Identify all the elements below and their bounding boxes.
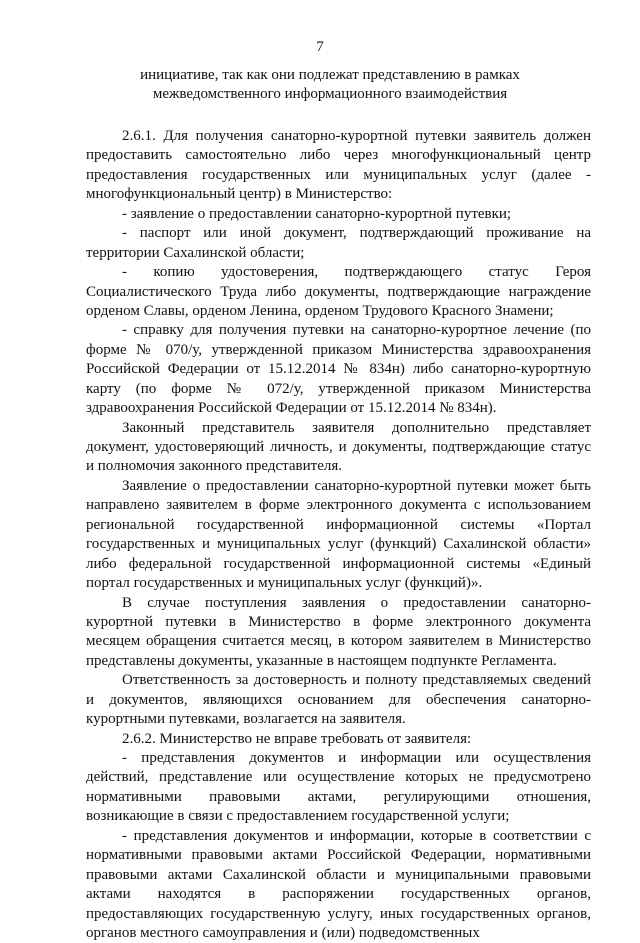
text-line: - паспорт или иной документ, подтверждающий проживание на — [122, 225, 591, 242]
text-line: нормативными правовыми актами Российской Федерации, нормативными — [86, 847, 591, 864]
text-line: государственных и муниципальных услуг (функций) Сахалинской области» — [86, 536, 591, 553]
paragraph-legal-representative — [86, 419, 591, 477]
text-line: предоставляющих государственную услугу, иных государственных органов, — [86, 905, 591, 922]
text-line: 2.6.2. Министерство не вправе требовать от заявителя: — [122, 730, 472, 747]
text-line: представлены документы, указанные в настоящем подпункте Регламента. — [86, 652, 557, 669]
text-line: Законный представитель заявителя дополнительно представляет — [122, 419, 591, 436]
text-line: предоставить самостоятельно либо через многофункциональный центр — [86, 147, 591, 164]
paragraph-section-2-6-1 — [86, 127, 591, 205]
text-line: документ, удостоверяющий личность, и документы, подтверждающие статус — [86, 439, 591, 455]
heading-line: инициативе, так как они подлежат представлению в рамках — [140, 67, 520, 83]
paragraph-item-passport — [86, 224, 591, 263]
paragraph-item-not-required-actions — [86, 749, 591, 827]
text-line: актами находятся в распоряжении государственных органов, — [86, 886, 591, 903]
paragraph-item-documents-held-by-authorities — [86, 827, 591, 943]
text-line: 2.6.1. Для получения санаторно-курортной путевки заявитель должен — [122, 128, 591, 144]
text-line: действий, представление или осуществление которых не предусмотрено — [86, 769, 591, 786]
text-line: - копию удостоверения, подтверждающего статус Героя — [122, 264, 591, 281]
text-line: органов местного самоуправления и (или) подведомственных — [86, 924, 480, 941]
paragraph-item-application — [86, 205, 591, 224]
text-line: - справку для получения путевки на санаторно-курортное лечение (по — [122, 322, 591, 339]
text-line: предоставления государственных или муниципальных услуг (далее - — [86, 166, 591, 183]
text-line: - представления документов и информации или осуществления — [122, 750, 591, 766]
text-line: месяцем обращения считается месяц, в котором заявителем в Министерство — [86, 633, 591, 650]
paragraph-application-month — [86, 594, 591, 672]
text-line: нормативными правовыми актами, регулирующими отношения, — [86, 788, 591, 805]
text-line: многофункциональный центр) в Министерство: — [86, 186, 393, 203]
text-line: правовыми актами Сахалинской области и муниципальными правовыми — [86, 866, 591, 883]
paragraph-item-hero-certificate — [86, 263, 591, 321]
text-line: направлено заявителем в форме электронного документа с использованием — [86, 497, 591, 514]
text-line: Российской Федерации от 15.12.2014 № 834н) либо санаторно-курортную — [86, 361, 591, 378]
heading-line: межведомственного информационного взаимодействия — [152, 86, 508, 102]
continuation-heading — [80, 66, 580, 104]
text-line: Социалистического Труда либо документы, подтверждающие награждение — [86, 283, 591, 300]
document-body — [86, 127, 591, 943]
text-line: Ответственность за достоверность и полноту представляемых сведений — [122, 672, 591, 689]
text-line: портал государственных и муниципальных услуг (функций)». — [86, 575, 483, 592]
text-line: и полномочия законного представителя. — [86, 458, 342, 475]
paragraph-item-medical-certificate — [86, 321, 591, 418]
paragraph-section-2-6-2 — [86, 730, 591, 749]
text-line: территории Сахалинской области; — [86, 244, 305, 261]
text-line: региональной государственной информационной системы «Портал — [86, 516, 591, 533]
text-line: курортными путевками, возлагается на заявителя. — [86, 711, 406, 728]
text-line: - заявление о предоставлении санаторно-курортной путевки; — [122, 205, 512, 222]
text-line: В случае поступления заявления о предоставлении санаторно- — [122, 594, 591, 611]
text-line: Заявление о предоставлении санаторно-курортной путевки может быть — [122, 477, 591, 494]
text-line: здравоохранения Российской Федерации от 15.12.2014 № 834н). — [86, 400, 497, 417]
text-line: карту (по форме № 072/у, утвержденной приказом Министерства — [86, 380, 591, 397]
text-line: либо федеральной государственной информационной системы «Единый — [86, 555, 591, 572]
paragraph-responsibility — [86, 671, 591, 729]
page-number: 7 — [316, 39, 324, 55]
text-line: форме № 070/у, утвержденной приказом Министерства здравоохранения — [86, 341, 591, 358]
text-line: курортной путевки в Министерство в форме электронного документа — [86, 613, 591, 630]
text-line: и документов, являющихся основанием для обеспечения санаторно- — [86, 691, 591, 708]
text-line: орденом Славы, орденом Ленина, орденом Трудового Красного Знамени; — [86, 302, 554, 319]
text-line: возникающие в связи с предоставлением государственной услуги; — [86, 808, 510, 825]
text-line: - представления документов и информации, которые в соответствии с — [122, 827, 591, 844]
paragraph-electronic-application — [86, 477, 591, 594]
